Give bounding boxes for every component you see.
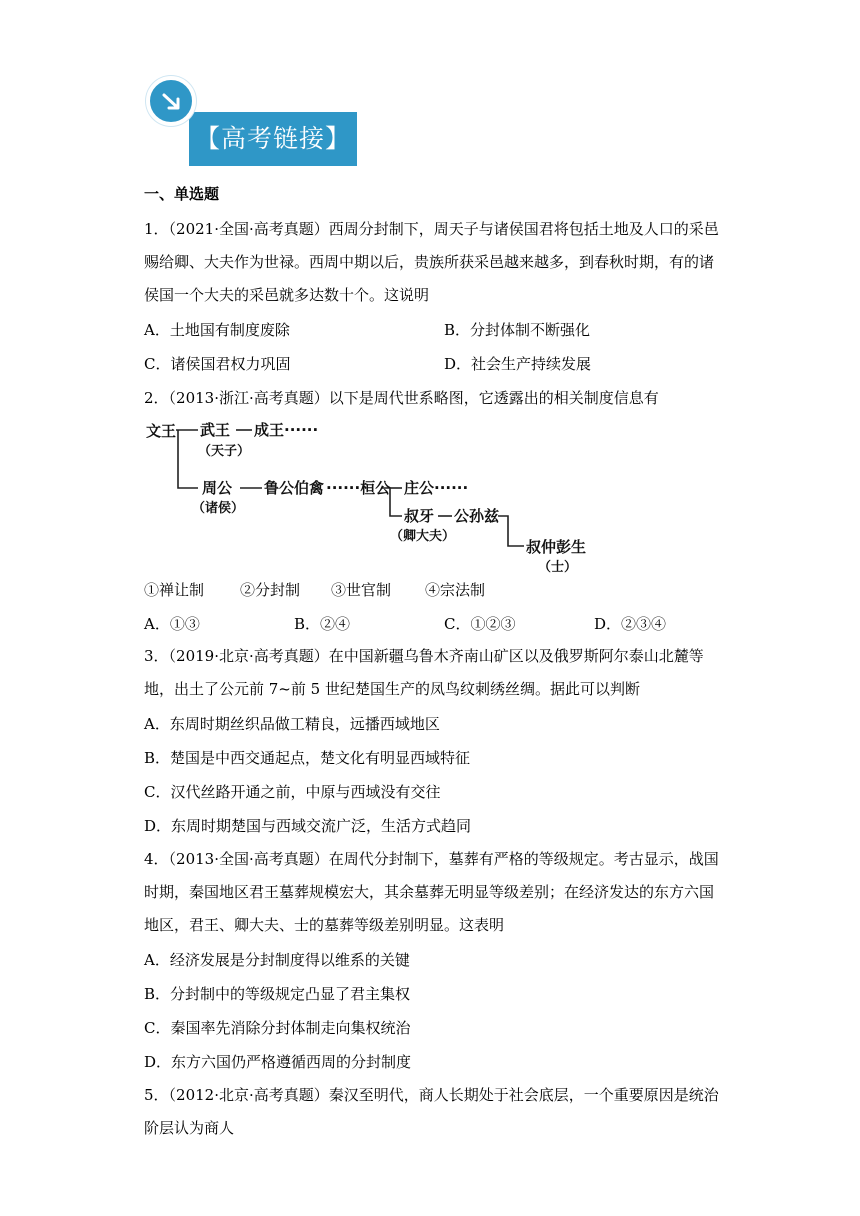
label-tianzi: （天子）	[198, 444, 251, 459]
question-1-stem: 1．（2021·全国·高考真题）西周分封制下，周天子与诸侯国君将包括土地及人口的采邑赐给卿、大夫作为世禄。西周中期以后，贵族所获采邑越来越多，到春秋时期，有的诸侯国一个大夫的采邑就多达数十个。这说明	[144, 220, 719, 304]
genealogy-diagram	[146, 418, 616, 578]
node-wuwang: 武王	[200, 421, 231, 439]
node-shuzhong: 叔仲彭生	[526, 538, 587, 556]
question-3-option-c: C．汉代丝路开通之前，中原与西域没有交往	[144, 783, 441, 801]
banner-title: 【高考链接】	[194, 124, 351, 153]
question-4-option-b: B．分封制中的等级规定凸显了君主集权	[144, 985, 411, 1003]
arrow-circle-icon	[146, 76, 196, 126]
label-shi: （士）	[538, 560, 578, 575]
label-zhuhou: （诸侯）	[192, 501, 245, 516]
question-1-option-d: D．社会生产持续发展	[444, 355, 592, 373]
question-2-item-4: ④宗法制	[425, 581, 486, 599]
question-3-option-a: A．东周时期丝织品做工精良，远播西域地区	[144, 715, 440, 733]
question-3-option-d: D．东周时期楚国与西域交流广泛，生活方式趋同	[144, 817, 472, 835]
question-4-stem: 4．（2013·全国·高考真题）在周代分封制下，墓葬有严格的等级规定。考古显示，战国时期，秦国地区君王墓葬规模宏大，其余墓葬无明显等级差别；在经济发达的东方六国地区，君王、卿大夫、士的墓葬等级差别明显。这表明	[144, 850, 719, 934]
node-shuya: 叔牙	[404, 507, 435, 525]
question-2-item-1: ①禅让制	[144, 581, 205, 599]
node-zhougong: 周公	[202, 479, 233, 497]
question-1-option-c: C．诸侯国君权力巩固	[144, 355, 291, 373]
question-1-option-b: B．分封体制不断强化	[444, 321, 591, 339]
question-5-stem: 5．（2012·北京·高考真题）秦汉至明代，商人长期处于社会底层，一个重要原因是统治阶层认为商人	[144, 1086, 719, 1137]
question-2-option-d: D．②③④	[594, 615, 667, 633]
node-wenwang: 文王	[146, 422, 177, 440]
question-4-option-a: A．经济发展是分封制度得以维系的关键	[144, 951, 410, 969]
question-2-option-b: B．②④	[294, 615, 351, 633]
question-1-option-a: A．土地国有制度废除	[144, 321, 290, 339]
question-4-option-d: D．东方六国仍严格遵循西周的分封制度	[144, 1053, 412, 1071]
label-qingdafu: （卿大夫）	[390, 529, 456, 544]
section-banner	[189, 112, 357, 166]
node-huangong: ······桓公	[326, 479, 391, 497]
question-2-option-c: C．①②③	[444, 615, 516, 633]
section-title: 一、单选题	[144, 185, 220, 203]
node-zhuanggong: 庄公······	[404, 479, 469, 497]
question-2-stem: 2．（2013·浙江·高考真题）以下是周代世系略图，它透露出的相关制度信息有	[144, 389, 659, 407]
question-2-option-a: A．①③	[144, 615, 200, 633]
node-chengwang: 成王······	[254, 421, 319, 439]
node-gongsunzi: 公孙兹	[454, 507, 500, 525]
question-4-option-c: C．秦国率先消除分封体制走向集权统治	[144, 1019, 411, 1037]
question-3-option-b: B．楚国是中西交通起点，楚文化有明显西域特征	[144, 749, 471, 767]
node-lugong: 鲁公伯禽	[264, 479, 325, 497]
question-2-item-2: ②分封制	[240, 581, 301, 599]
question-3-stem: 3．（2019·北京·高考真题）在中国新疆乌鲁木齐南山矿区以及俄罗斯阿尔泰山北麓等地，出土了公元前 7~前 5 世纪楚国生产的凤鸟纹刺绣丝绸。据此可以判断	[144, 647, 704, 698]
question-2-item-3: ③世官制	[331, 581, 392, 599]
